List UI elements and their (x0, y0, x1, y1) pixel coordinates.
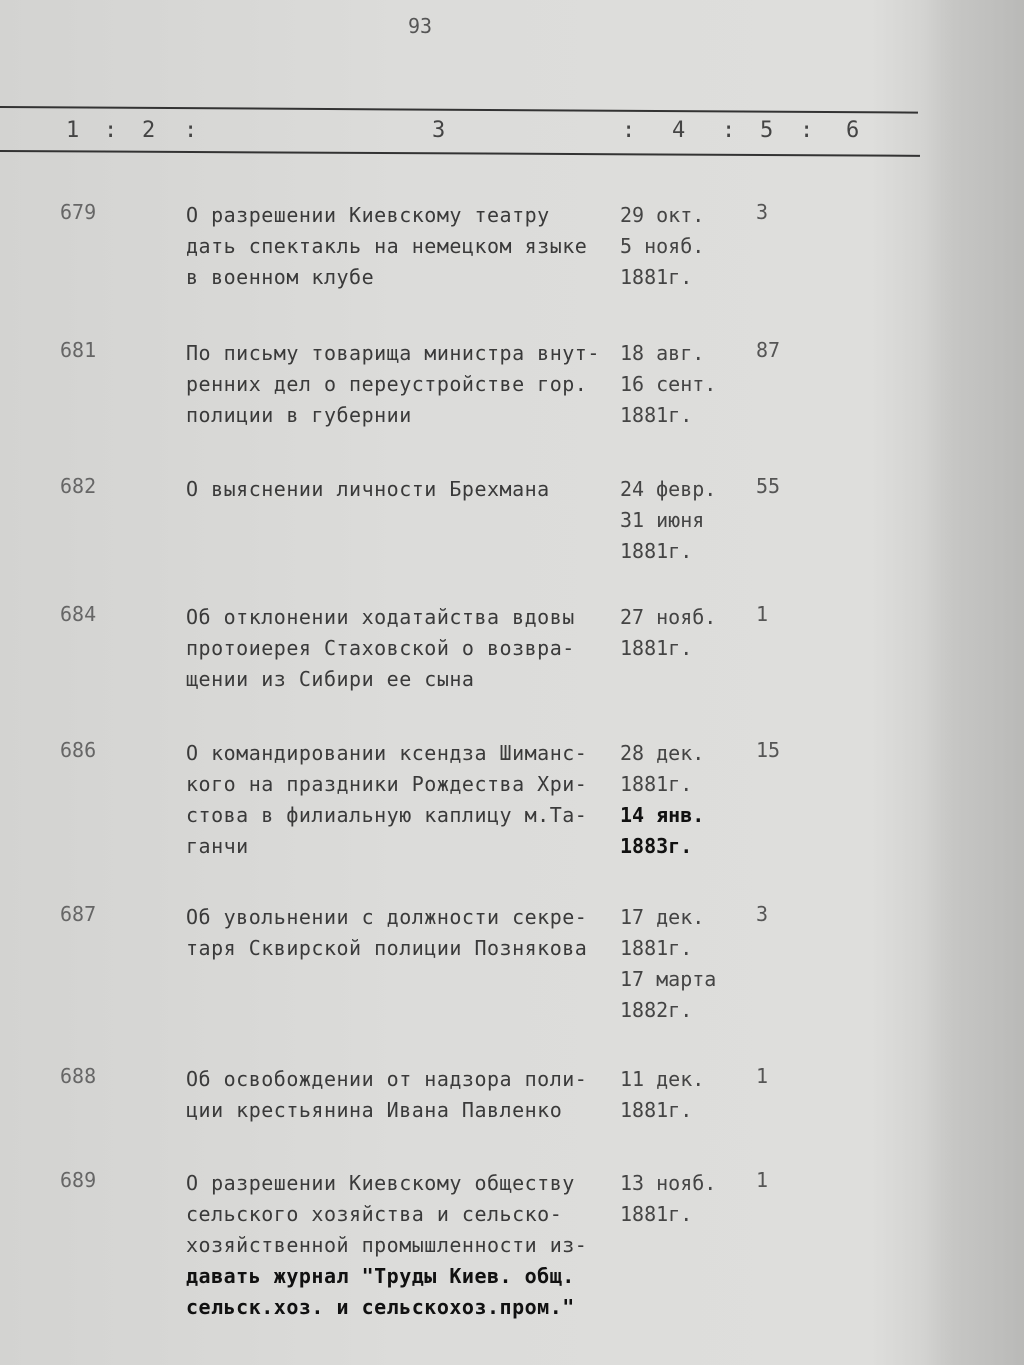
entry-date-line: 1881г. (620, 539, 693, 563)
entry-title-line: протоиерея Стаховской о возвра- (186, 636, 575, 660)
entry-title (186, 474, 616, 505)
entry-title-line: стова в филиальную каплицу м.Та- (186, 803, 588, 827)
entry-sheet-count: 1 (756, 1064, 769, 1088)
entry-title-line: таря Сквирской полиции Познякова (186, 936, 588, 960)
header-bottom-rule (0, 150, 920, 157)
entry-title-line: ренних дел о переустройстве гор. (186, 372, 588, 396)
entry-date-line: 29 окт. (620, 203, 705, 227)
entry-date-line: 1881г. (620, 936, 693, 960)
entry-dates (620, 902, 760, 1026)
header-sep: : (722, 118, 736, 143)
entry-sheet-count: 1 (756, 1168, 769, 1192)
entry-date-line-bold: 1883г. (620, 834, 693, 858)
entry-title-line: ции крестьянина Ивана Павленко (186, 1098, 563, 1122)
entry-dates (620, 200, 760, 293)
entry-number: 679 (60, 200, 97, 224)
header-col-6: 6 (846, 118, 860, 143)
entry-number: 689 (60, 1168, 97, 1192)
entry-title-line: Об освобождении от надзора поли- (186, 1067, 588, 1091)
entry-date-line: 11 дек. (620, 1067, 705, 1091)
entry-date-line: 1881г. (620, 636, 693, 660)
entry-date-line: 17 марта (620, 967, 717, 991)
entry-date-line: 17 дек. (620, 905, 705, 929)
entry-number: 681 (60, 338, 97, 362)
header-col-3: 3 (432, 118, 446, 143)
entry-title-line: в военном клубе (186, 265, 375, 289)
entry-date-line: 5 нояб. (620, 234, 705, 258)
entry-sheet-count: 87 (756, 338, 781, 362)
header-top-rule (0, 106, 918, 114)
entry-sheet-count: 3 (756, 200, 769, 224)
entry-title-line: Об увольнении с должности секре- (186, 905, 588, 929)
entry-title (186, 738, 616, 862)
entry-number: 684 (60, 602, 97, 626)
entry-title-line: полиции в губернии (186, 403, 412, 427)
page-number: 93 (407, 14, 433, 38)
entry-sheet-count: 3 (756, 902, 769, 926)
entry-title-line: О разрешении Киевскому обществу (186, 1171, 575, 1195)
column-header (0, 118, 920, 148)
entry-number: 682 (60, 474, 97, 498)
entry-title-line: По письму товарища министра внут- (186, 341, 600, 365)
header-sep: : (622, 118, 636, 143)
entry-dates (620, 1168, 760, 1230)
entry-title (186, 338, 616, 431)
entry-title-line: щении из Сибири ее сына (186, 667, 475, 691)
entry-sheet-count: 1 (756, 602, 769, 626)
entry-dates (620, 474, 760, 567)
entry-title (186, 902, 616, 964)
entry-date-line: 28 дек. (620, 741, 705, 765)
entry-date-line: 1881г. (620, 772, 693, 796)
entry-title-line-bold: сельск.хоз. и сельскохоз.пром." (186, 1295, 575, 1319)
entry-date-line: 13 нояб. (620, 1171, 717, 1195)
entry-title-line: ганчи (186, 834, 249, 858)
entry-title (186, 200, 616, 293)
entry-date-line-bold: 14 янв. (620, 803, 705, 827)
header-col-5: 5 (760, 118, 774, 143)
entry-date-line: 16 сент. (620, 372, 717, 396)
entry-sheet-count: 15 (756, 738, 781, 762)
entry-title (186, 1064, 616, 1126)
entry-date-line: 18 авг. (620, 341, 705, 365)
entry-date-line: 24 февр. (620, 477, 717, 501)
page-edge-shadow (924, 0, 1024, 1365)
entry-date-line: 1882г. (620, 998, 693, 1022)
entry-dates (620, 1064, 760, 1126)
entry-title-line: О выяснении личности Брехмана (186, 477, 550, 501)
entry-date-line: 1881г. (620, 1202, 693, 1226)
entry-title-line: сельского хозяйства и сельско- (186, 1202, 563, 1226)
entry-title-line: О командировании ксендза Шиманс- (186, 741, 588, 765)
header-sep: : (184, 118, 198, 143)
entry-title-line-bold: давать журнал "Труды Киев. общ. (186, 1264, 575, 1288)
header-col-4: 4 (672, 118, 686, 143)
entry-number: 688 (60, 1064, 97, 1088)
entry-date-line: 27 нояб. (620, 605, 717, 629)
entry-title-line: дать спектакль на немецком языке (186, 234, 588, 258)
entry-date-line: 1881г. (620, 403, 693, 427)
entry-dates (620, 738, 760, 862)
header-col-2: 2 (142, 118, 156, 143)
entry-number: 686 (60, 738, 97, 762)
entry-dates (620, 602, 760, 664)
entry-title-line: кого на праздники Рождества Хри- (186, 772, 588, 796)
header-sep: : (800, 118, 814, 143)
entry-title-line: Об отклонении ходатайства вдовы (186, 605, 575, 629)
header-col-1: 1 (66, 118, 80, 143)
entry-dates (620, 338, 760, 431)
entry-sheet-count: 55 (756, 474, 781, 498)
entry-title (186, 602, 616, 695)
entry-date-line: 31 июня (620, 508, 705, 532)
entry-title (186, 1168, 616, 1323)
entry-title-line: О разрешении Киевскому театру (186, 203, 550, 227)
entry-date-line: 1881г. (620, 1098, 693, 1122)
entry-number: 687 (60, 902, 97, 926)
header-sep: : (104, 118, 118, 143)
entry-date-line: 1881г. (620, 265, 693, 289)
entry-title-line: хозяйственной промышленности из- (186, 1233, 588, 1257)
